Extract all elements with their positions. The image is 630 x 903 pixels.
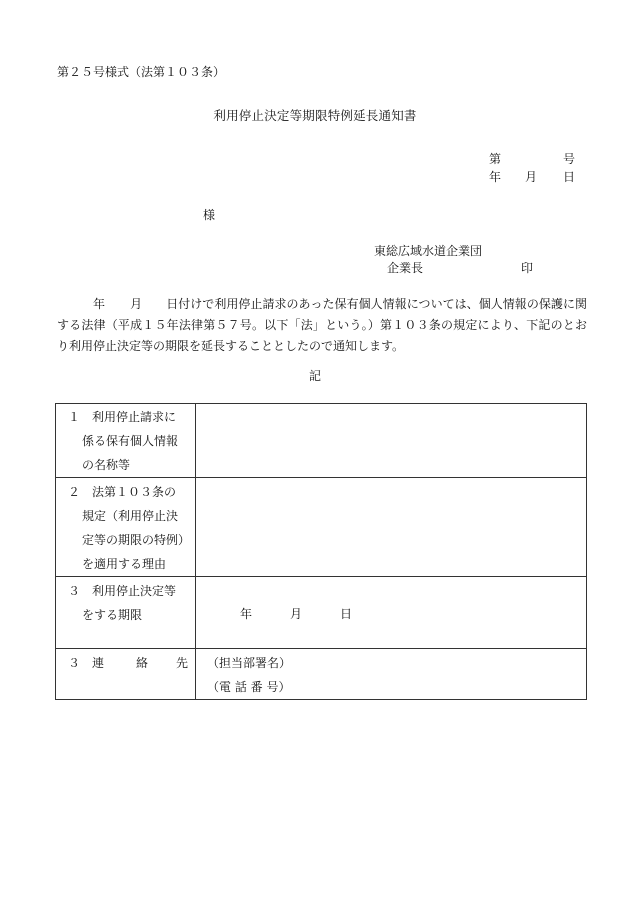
deadline-year: 年: [240, 607, 253, 621]
body-date-month: 月: [130, 297, 143, 311]
issue-date-month: 月: [525, 170, 538, 184]
sender-title: 企業長: [387, 261, 424, 275]
details-table: [55, 403, 587, 700]
addressee-honorific: 様: [203, 208, 216, 222]
label-line: をする期限: [82, 608, 143, 622]
label-line: 定等の期限の特例）: [82, 533, 191, 547]
table-row: [56, 404, 587, 478]
contact-label: ３ 連 絡 先: [68, 656, 189, 670]
reference-number-prefix: 第: [489, 152, 502, 166]
seal-mark: 印: [521, 261, 534, 275]
form-number: 第２５号様式（法第１０３条）: [57, 65, 226, 79]
contact-department: （担当部署名）: [207, 656, 292, 670]
body-date-year: 年: [93, 297, 106, 311]
label-line: の名称等: [82, 458, 131, 472]
issue-date-year: 年: [489, 170, 502, 184]
document-title: 利用停止決定等期限特例延長通知書: [213, 108, 417, 123]
label-line: ３ 利用停止決定等: [68, 584, 177, 598]
label-line: 規定（利用停止決: [82, 509, 179, 523]
deadline-day: 日: [340, 607, 353, 621]
row-label-contact: [56, 649, 196, 700]
info-name-field[interactable]: [196, 404, 587, 478]
deadline-field[interactable]: [196, 577, 587, 649]
reference-number-suffix: 号: [563, 152, 576, 166]
deadline-month: 月: [290, 607, 303, 621]
row-label-reason: [56, 478, 196, 577]
issue-date-day: 日: [563, 170, 576, 184]
label-line: １ 利用停止請求に: [68, 410, 177, 424]
notice-body: [57, 294, 587, 357]
sender-organization: 東総広域水道企業団: [374, 244, 483, 258]
row-label-info-name: [56, 404, 196, 478]
table-row: [56, 478, 587, 577]
label-line: 係る保有個人情報: [82, 434, 179, 448]
label-line: を適用する理由: [82, 557, 167, 571]
reason-field[interactable]: [196, 478, 587, 577]
contact-phone: （電 話 番 号）: [207, 680, 291, 694]
row-label-deadline: [56, 577, 196, 649]
label-line: ２ 法第１０３条の: [68, 485, 177, 499]
ki-heading: 記: [308, 369, 321, 383]
table-row: [56, 649, 587, 700]
body-paragraph: 日付けで利用停止請求のあった保有個人情報については、個人情報の保護に関する法律（平成１５年法律第５７号。以下「法」という。）第１０３条の規定により、下記のとおり利用停止決定等の期限を延長することとしたので通知します。: [57, 297, 587, 353]
table-row: [56, 577, 587, 649]
contact-field[interactable]: [196, 649, 587, 700]
